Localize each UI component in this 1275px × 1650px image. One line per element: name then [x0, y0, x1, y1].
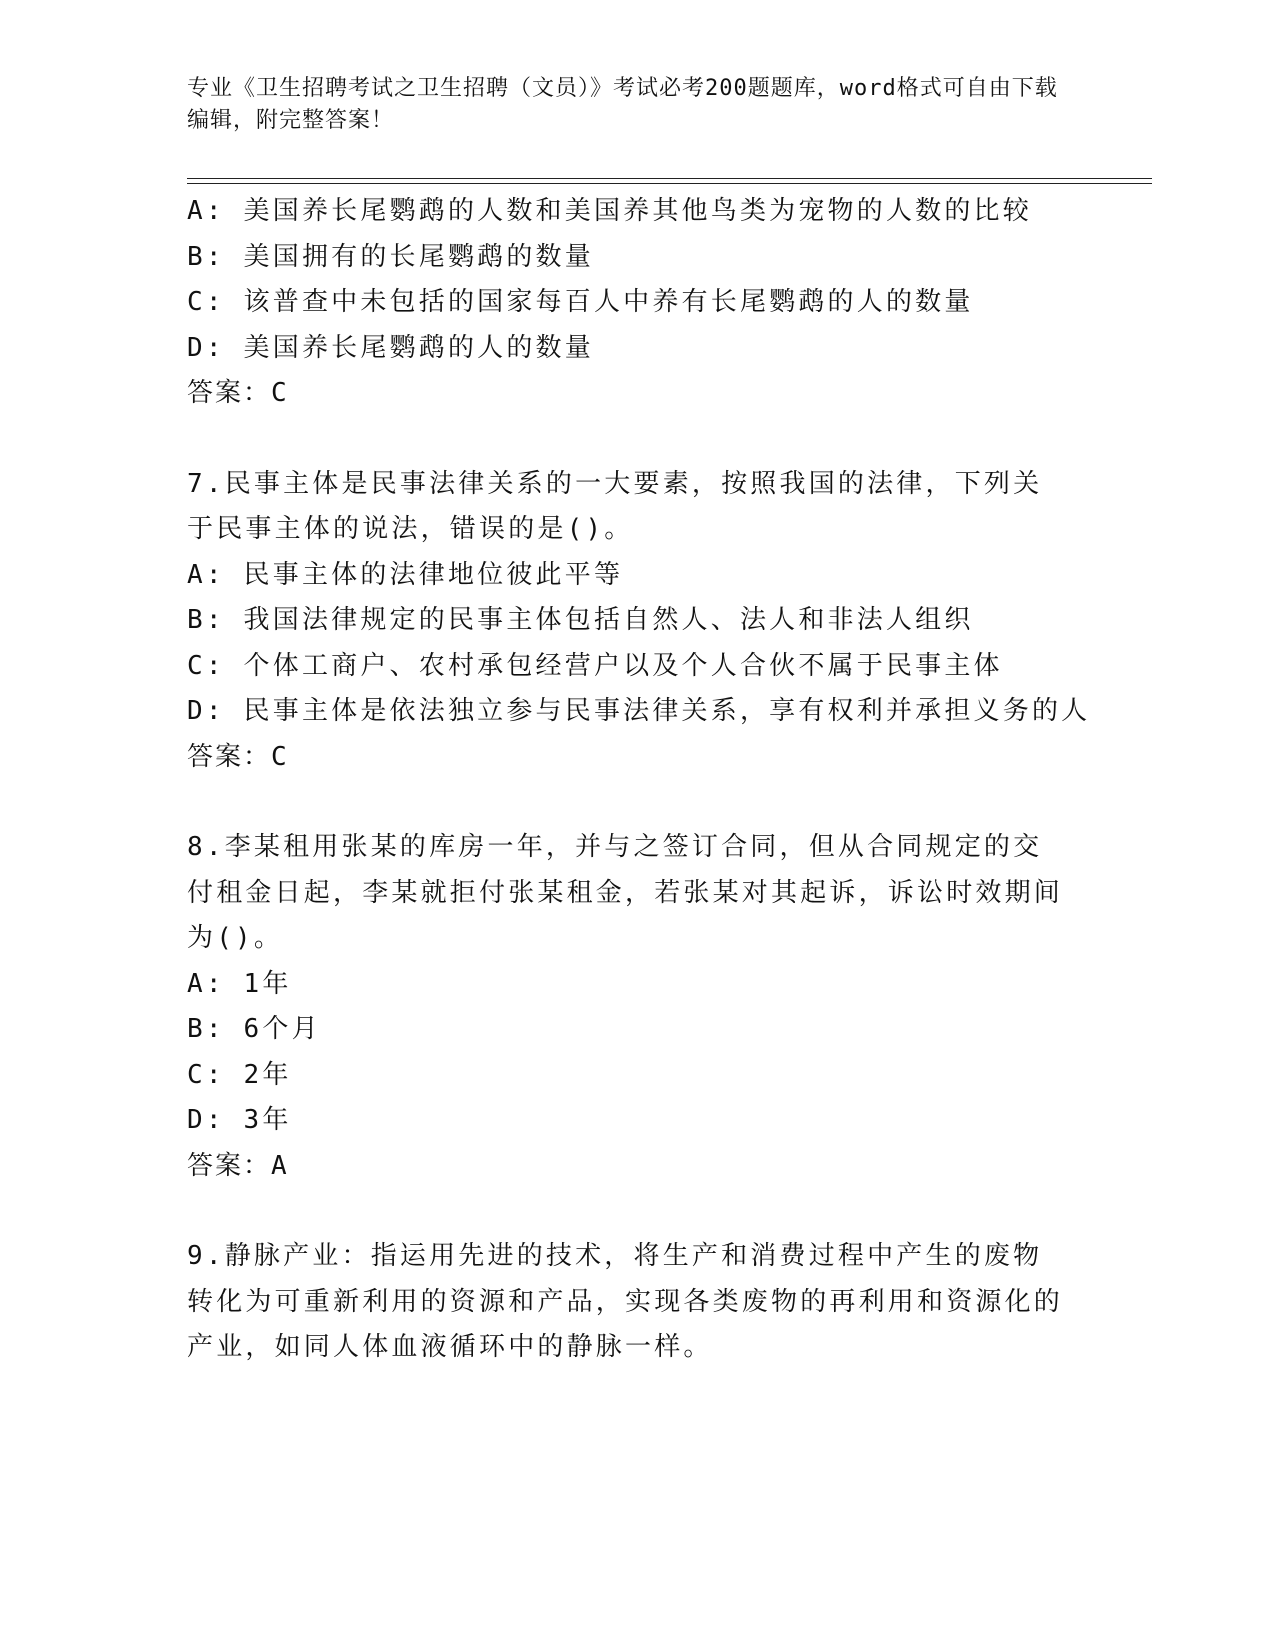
option-b: B: 我国法律规定的民事主体包括自然人、法人和非法人组织: [187, 605, 974, 635]
question-text: 9.静脉产业：指运用先进的技术，将生产和消费过程中产生的废物转化为可重新利用的资源和产品，实现各类废物的再利用和资源化的产业，如同人体血液循环中的静脉一样。: [187, 1241, 1064, 1362]
option-d: D: 3年: [187, 1105, 292, 1135]
option-d: D: 民事主体是依法独立参与民事法律关系，享有权利并承担义务的人: [187, 696, 1091, 726]
answer: 答案：A: [187, 1150, 289, 1181]
answer: 答案：C: [187, 378, 289, 408]
option-c: C: 该普查中未包括的国家每百人中养有长尾鹦鹉的人的数量: [187, 287, 974, 317]
header-divider-bottom: [187, 183, 1152, 184]
question-text: 8.李某租用张某的库房一年，并与之签订合同，但从合同规定的交付租金日起，李某就拒付张某租金，若张某对其起诉，诉讼时效期间为()。: [187, 832, 1064, 953]
option-c: C: 个体工商户、农村承包经营户以及个人合伙不属于民事主体: [187, 650, 1003, 681]
option-b: B: 美国拥有的长尾鹦鹉的数量: [187, 241, 594, 272]
option-a: A: 美国养长尾鹦鹉的人数和美国养其他鸟类为宠物的人数的比较: [187, 196, 1032, 226]
document-header: [187, 73, 1067, 137]
option-b: B: 6个月: [187, 1014, 321, 1044]
option-a: A: 1年: [187, 968, 292, 999]
header-divider-top: [187, 178, 1152, 179]
question-block-6: [187, 189, 1087, 417]
question-block-9: [187, 1234, 1087, 1371]
answer: 答案：C: [187, 741, 289, 772]
question-block-8: [187, 825, 1087, 1189]
option-c: C: 2年: [187, 1059, 292, 1090]
question-block-7: [187, 462, 1091, 781]
document-title: 专业《卫生招聘考试之卫生招聘（文员）》考试必考200题题库，word格式可自由下载编辑，附完整答案！: [187, 76, 1058, 133]
question-text: 7.民事主体是民事法律关系的一大要素，按照我国的法律，下列关于民事主体的说法，错误的是()。: [187, 468, 1043, 544]
document-body: [187, 189, 1091, 1371]
option-d: D: 美国养长尾鹦鹉的人的数量: [187, 332, 594, 363]
option-a: A: 民事主体的法律地位彼此平等: [187, 559, 624, 590]
